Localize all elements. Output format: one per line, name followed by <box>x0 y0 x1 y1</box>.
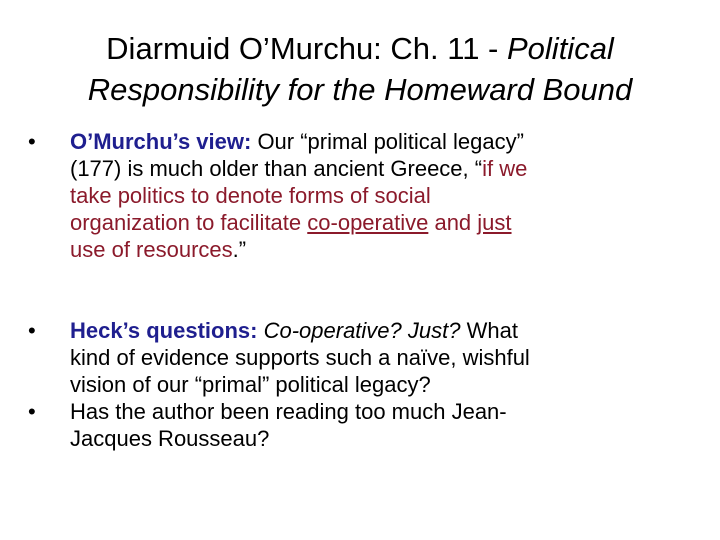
bullet-text: Our “primal political legacy” <box>251 129 524 154</box>
slide-title <box>20 28 700 110</box>
title-italic-part-1: Political <box>507 31 614 66</box>
title-line-2 <box>20 69 700 110</box>
bullet-heck-questions <box>28 317 688 398</box>
bullet-marker: • <box>28 318 36 343</box>
bullet-label: O’Murchu’s view: <box>70 129 252 154</box>
bullet-marker: • <box>28 399 36 424</box>
bullet-italic-text: Co-operative? Just? <box>257 318 461 343</box>
title-line-1 <box>20 28 700 69</box>
underlined-term-cooperative: co-operative <box>307 210 429 235</box>
bullet-line: Jacques Rousseau? <box>70 426 270 451</box>
bullet-marker: • <box>28 129 36 154</box>
bullet-list <box>28 128 688 452</box>
bullet-line <box>70 155 688 182</box>
bullet-line <box>70 317 688 344</box>
quote-line <box>70 209 688 236</box>
bullet-line: vision of our “primal” political legacy? <box>70 372 431 397</box>
quote-text: organization to facilitate <box>70 210 308 235</box>
bullet-text: .” <box>232 237 247 262</box>
bullet-line: kind of evidence supports such a naïve, wishful <box>70 345 530 370</box>
bullet-label: Heck’s questions: <box>70 318 258 343</box>
underlined-term-just: just <box>477 210 512 235</box>
bullet-text: (177) is much older than ancient Greece, “ <box>70 156 483 181</box>
quote-text: if we <box>482 156 528 181</box>
bullet-rousseau-question <box>28 398 688 452</box>
title-italic-part-2: Responsibility for the Homeward Bound <box>87 72 633 107</box>
quote-text: and <box>428 210 478 235</box>
bullet-text: What <box>460 318 518 343</box>
bullet-omurchu-view <box>28 128 688 263</box>
bullet-line <box>70 128 688 155</box>
bullet-line <box>70 236 688 263</box>
title-author-chapter: Diarmuid O’Murchu: Ch. 11 - <box>106 31 507 66</box>
quote-line: take politics to denote forms of social <box>70 183 431 208</box>
bullet-line: Has the author been reading too much Jean- <box>70 399 507 424</box>
quote-text: use of resources <box>70 237 233 262</box>
